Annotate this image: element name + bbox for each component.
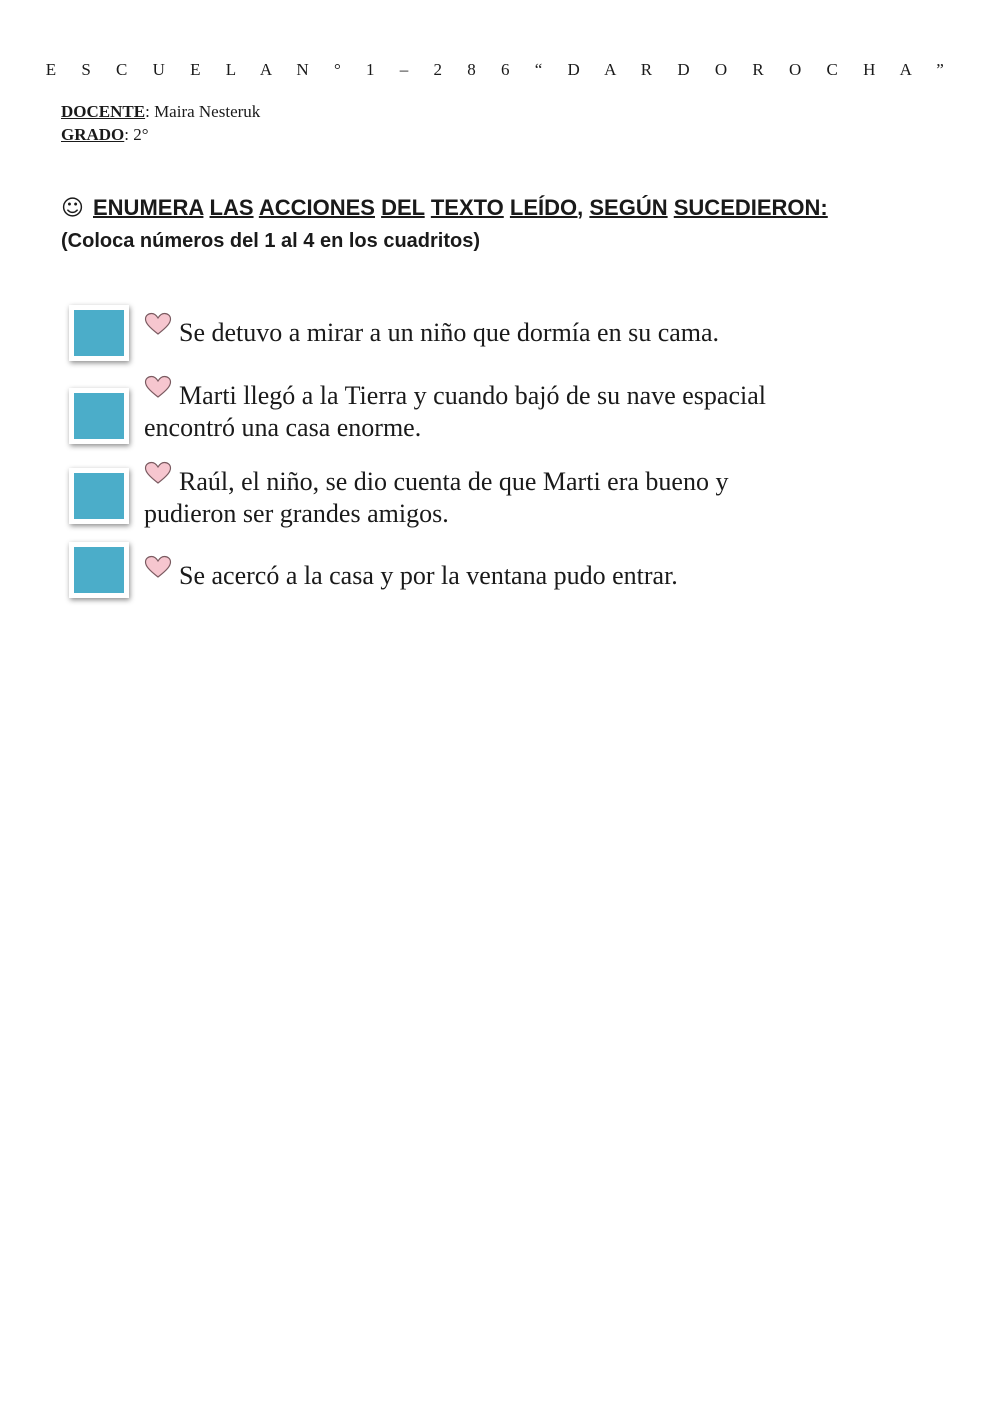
instruction-heading [61,193,961,224]
sequence-item-4 [144,560,944,592]
instruction-word: ACCIONES [258,195,375,220]
item-line: Se acercó a la casa y por la ventana pudo entrar. [179,561,678,590]
answer-box-fill [74,547,124,593]
instruction-subtext: (Coloca números del 1 al 4 en los cuadritos) [61,230,480,252]
heart-icon [144,461,172,485]
answer-box-fill [74,393,124,439]
item-line: Se detuvo a mirar a un niño que dormía en su cama. [179,318,720,347]
instruction-word: DEL [381,195,425,220]
heart-icon [144,312,172,336]
answer-box-2[interactable] [69,388,129,444]
answer-box-3[interactable] [69,468,129,524]
sequence-item-3 [144,466,944,530]
instruction-word: LEÍDO, [509,195,584,220]
item-line: Marti llegó a la Tierra y cuando bajó de su nave espacial [179,381,766,410]
heart-icon [144,375,172,399]
sequence-item-1 [144,317,944,349]
item-line: pudieron ser grandes amigos. [144,499,449,528]
teacher-line: DOCENTE: Maira Nesteruk [61,102,261,121]
grade-value: 2° [133,125,149,144]
instruction-word: LAS [209,195,254,220]
teacher-name: Maira Nesteruk [154,102,261,121]
grade-label: GRADO [61,125,125,144]
answer-box-4[interactable] [69,542,129,598]
sequence-item-2 [144,380,944,444]
item-line: encontró una casa enorme. [144,413,422,442]
school-title: E S C U E L A N ° 1 – 2 8 6 “ D A R D O R O C H A ” [45,60,955,79]
instruction-word: SEGÚN [589,195,668,220]
instruction-word: TEXTO [430,195,504,220]
answer-box-fill [74,310,124,356]
answer-box-fill [74,473,124,519]
heart-icon [144,555,172,579]
instruction-word: SUCEDIERON: [673,195,828,220]
grade-line: GRADO: 2° [61,125,149,144]
instruction-word: ENUMERA [93,195,204,220]
smiley-icon: ☺ [61,196,84,221]
teacher-label: DOCENTE [61,102,146,121]
answer-box-1[interactable] [69,305,129,361]
item-line: Raúl, el niño, se dio cuenta de que Marti era bueno y [179,467,729,496]
